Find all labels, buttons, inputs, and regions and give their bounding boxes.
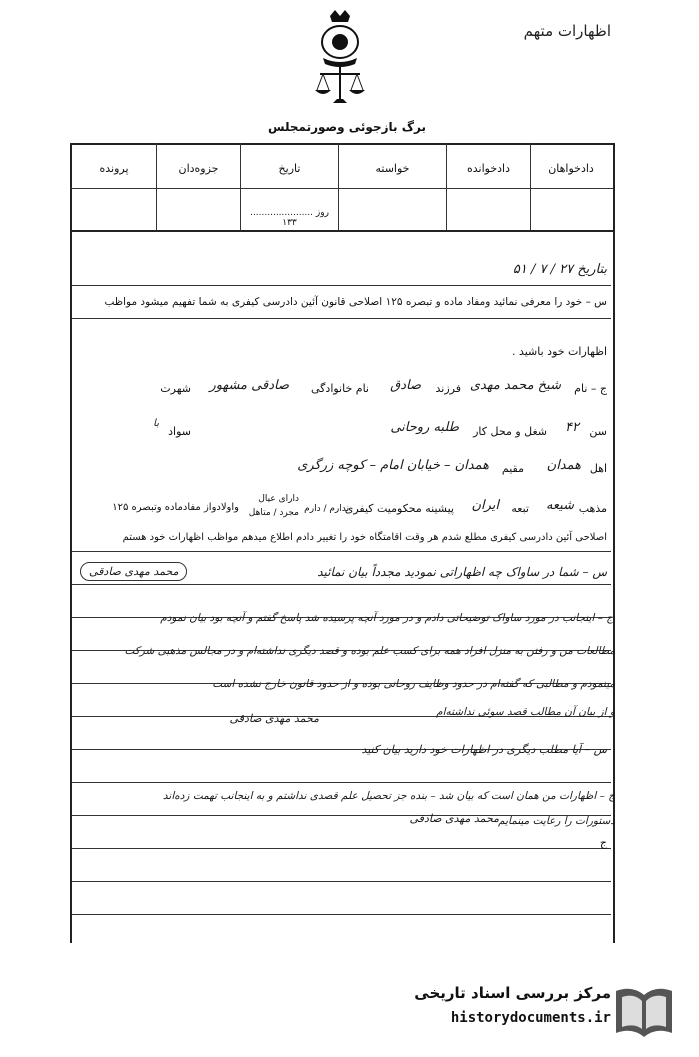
column-header-file: پرونده — [99, 162, 129, 175]
answer-2-line-3: مینمودم و مطالبی که گفته‌ام در حدود وظایف روحانی بوده و از حدود قانون خارج نشده است — [212, 678, 615, 690]
children-label: واولادواز مفادماده وتبصره ۱۲۵ — [112, 502, 239, 513]
literacy-value: با — [153, 418, 159, 429]
name-label: ج – نام — [574, 382, 607, 395]
table-col-divider — [530, 143, 531, 231]
answer-2-line-4: و از بیان آن مطالب قصد سوئی نداشته‌ام — [436, 706, 615, 718]
column-header-defendant: دادخوانده — [467, 162, 510, 175]
origin-label: اهل — [589, 462, 607, 475]
nationality-label: تبعه — [511, 502, 529, 515]
signature-1: محمد مهدی صادقی — [80, 562, 187, 581]
answer-2-line-1: ج – اینجانب در مورد ساواک توضیحاتی دادم و در مورد آنچه پرسیده شد پاسخ گفتم و آنچه بود بیان نمودم — [160, 612, 613, 624]
question-identify: س – خود را معرفی نمائید ومفاد ماده و تبصره ۱۲۵ اصلاحی قانون آئین دادرسی کیفری به شما تفهیم میشود مواظب — [104, 296, 607, 308]
ruled-line — [72, 782, 611, 783]
ruled-line — [72, 881, 611, 882]
column-header-claim: خواسته — [375, 162, 410, 175]
answer-2-line-2: مطالعات من و رفتن به منزل افراد همه برای کسب علم بوده و قصد دیگری نداشته‌ام و در مجالس مذهبی شرکت — [124, 645, 615, 657]
archive-name: مرکز بررسی اسناد تاریخی — [414, 984, 611, 1002]
literacy-label: سواد — [168, 425, 191, 438]
nationality-value: ایران — [471, 498, 499, 513]
name-value: شیخ محمد مهدی — [469, 378, 561, 393]
interrogation-date: بتاریخ ۲۷ / ۷ / ۵۱ — [512, 262, 607, 277]
signature-3: محمد مهدی صادقی — [409, 812, 499, 825]
criminal-record-label: پیشینه محکومیت کیفری — [344, 502, 454, 515]
judiciary-emblem-icon — [305, 8, 375, 112]
ruled-line — [72, 914, 611, 915]
ruled-line — [72, 584, 611, 585]
marital-status-top: دارای عیال — [258, 494, 299, 504]
table-col-divider — [446, 143, 447, 231]
fame-label: شهرت — [160, 382, 191, 395]
father-value: صادق — [390, 378, 421, 393]
column-header-date: تاریخ — [278, 162, 301, 175]
age-label: سن — [589, 425, 607, 438]
date-cell-value: روز ...................... ۱۳۳ — [250, 208, 329, 228]
job-label: شغل و محل کار — [473, 425, 547, 438]
criminal-record-options: ندارم / دارم — [304, 504, 349, 514]
column-header-plaintiffs: دادخواهان — [548, 162, 594, 175]
signature-2: محمد مهدی صادقی — [229, 712, 319, 725]
table-divider — [70, 188, 613, 189]
age-value: ۴۲ — [565, 420, 579, 435]
residence-label: مقیم — [501, 462, 524, 475]
form-title: برگ بازجوئی وصورتمجلس — [268, 120, 426, 134]
answer-3-line-2: دستورات را رعایت مینمایم — [498, 815, 615, 827]
father-label: فرزند — [435, 382, 461, 395]
table-bottom-border — [70, 230, 613, 232]
archive-website[interactable]: historydocuments.ir — [450, 1010, 611, 1026]
table-col-divider — [338, 143, 339, 231]
ruled-line — [72, 318, 611, 319]
document-type-title: اظهارات متهم — [523, 22, 611, 40]
job-value: طلبه روحانی — [390, 420, 459, 435]
ruled-line — [72, 848, 611, 849]
surname-label: نام خانوادگی — [311, 382, 369, 395]
religion-value: شیعه — [545, 498, 574, 513]
question-2: س – شما در ساواک چه اظهاراتی نمودید مجدداً بیان نمائید — [317, 565, 607, 579]
origin-value: همدان — [546, 458, 581, 473]
answer-3-line-1: ج – اظهارات من همان است که بیان شد – بنده جز تحصیل علم قصدی نداشتم و به اینجانب تهمت زده‌اند — [162, 790, 615, 802]
residence-value: همدان – خیابان امام – کوچه زرگری — [297, 458, 489, 473]
surname-value: صادقی مشهور — [209, 378, 289, 393]
table-col-divider — [240, 143, 241, 231]
consent-statement: اصلاحی آئین دادرسی کیفری مطلع شدم هر وقت اقامتگاه خود را تغییر دادم اطلاع میدهم مواظب اظهارات خود هستم — [122, 532, 607, 543]
religion-label: مذهب — [578, 502, 607, 515]
book-logo-icon — [612, 983, 676, 1047]
answer-mark: ج — [599, 836, 607, 849]
ruled-line — [72, 285, 611, 286]
ruled-line — [72, 551, 611, 552]
marital-status-bottom: مجرد / متاهل — [248, 508, 299, 518]
question-3: س – آیا مطلب دیگری در اظهارات خود دارید بیان کنید — [361, 743, 607, 756]
table-col-divider — [156, 143, 157, 231]
column-header-folder: جزوه‌دان — [178, 162, 219, 175]
question-identify-cont: اظهارات خود باشید . — [511, 345, 607, 358]
